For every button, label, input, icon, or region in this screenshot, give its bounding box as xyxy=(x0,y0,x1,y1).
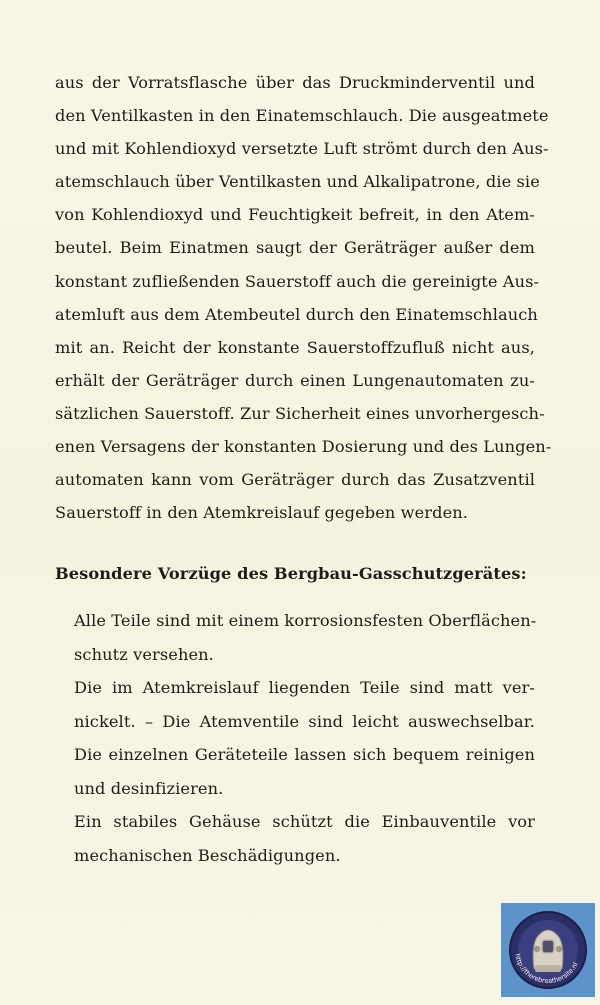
paragraph-line: atemschlauch über Ventilkasten und Alkalipatrone, die sie xyxy=(55,172,540,192)
paragraph-line: enen Versagens der konstanten Dosierung und des Lungen- xyxy=(55,437,552,457)
list-item-line: Die im Atemkreislauf liegenden Teile sind matt ver- xyxy=(74,678,535,697)
advantages-list xyxy=(74,604,535,872)
paragraph-line: konstant zufließenden Sauerstoff auch die gereinigte Aus- xyxy=(55,271,540,291)
diver-helmet-icon xyxy=(501,903,595,997)
paragraph-line: von Kohlendioxyd und Feuchtigkeit befreit, in den Atem- xyxy=(55,205,535,225)
list-item-line: Die einzelnen Geräteteile lassen sich bequem reinigen xyxy=(74,745,535,764)
paragraph-line: mit an. Reicht der konstante Sauerstoffzufluß nicht aus, xyxy=(55,337,535,357)
list-item-line: schutz versehen. xyxy=(74,644,214,664)
section-heading: Besondere Vorzüge des Bergbau-Gasschutzgerätes: xyxy=(55,564,527,583)
paragraph-line: Sauerstoff in den Atemkreislauf gegeben werden. xyxy=(55,503,469,523)
paragraph-line: aus der Vorratsflasche über das Druckminderventil und xyxy=(55,73,535,92)
paragraph-line: beutel. Beim Einatmen saugt der Geräträger außer dem xyxy=(55,238,535,258)
body-paragraph xyxy=(55,66,552,529)
paragraph-line: sätzlichen Sauerstoff. Zur Sicherheit eines unvorhergesch- xyxy=(55,403,545,423)
paragraph-line: und mit Kohlendioxyd versetzte Luft strömt durch den Aus- xyxy=(55,139,549,159)
list-item-line: und desinfizieren. xyxy=(74,778,224,798)
list-item-line: nickelt. – Die Atemventile sind leicht auswechselbar. xyxy=(74,711,535,731)
watermark-url: http://therebreathersite.nl xyxy=(513,953,580,986)
watermark-logo xyxy=(501,903,595,997)
paragraph-line: atemluft aus dem Atembeutel durch den Einatemschlauch xyxy=(55,304,538,324)
list-item-line: Ein stabiles Gehäuse schützt die Einbauventile vor xyxy=(74,812,535,831)
paragraph-line: automaten kann vom Geräträger durch das Zusatzventil xyxy=(55,470,535,490)
paragraph-line: den Ventilkasten in den Einatemschlauch. Die ausgeatmete xyxy=(55,106,549,126)
list-item-line: Alle Teile sind mit einem korrosionsfesten Oberflächen- xyxy=(74,611,537,630)
list-item-line: mechanischen Beschädigungen. xyxy=(74,845,341,865)
paragraph-line: erhält der Geräträger durch einen Lungenautomaten zu- xyxy=(55,370,535,390)
